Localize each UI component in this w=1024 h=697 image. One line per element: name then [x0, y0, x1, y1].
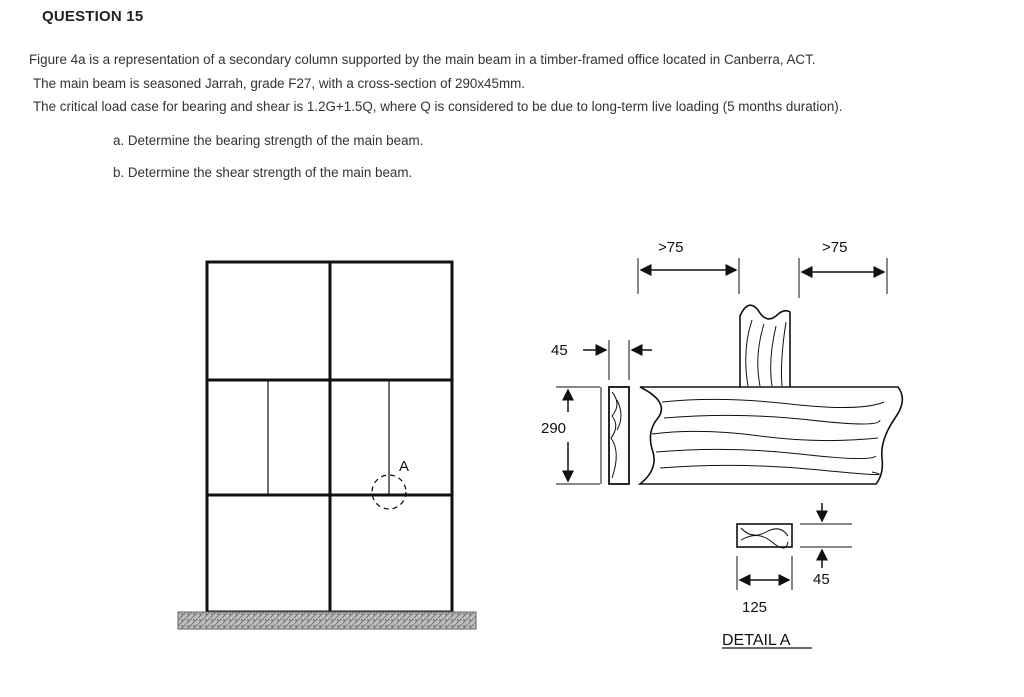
load-case-paragraph: The critical load case for bearing and shear is 1.2G+1.5Q, where Q is considered to be due to long-term live loading (5 months duration). [33, 99, 843, 114]
beam-spec-paragraph: The main beam is seasoned Jarrah, grade F27, with a cross-section of 290x45mm. [33, 76, 525, 91]
beam-depth-dim: 290 [541, 420, 567, 437]
intro-paragraph: Figure 4a is a representation of a secondary column supported by the main beam in a timber-framed office located in Canberra, ACT. [29, 52, 816, 67]
column-depth-dim: 45 [813, 571, 830, 588]
beam-width-dim: 45 [551, 342, 568, 359]
bearing-left-dim: >75 [658, 239, 684, 256]
beam-end-section [609, 387, 629, 484]
secondary-column-elevation [740, 305, 790, 387]
detail-a-title: DETAIL A [722, 632, 791, 649]
bearing-right-dim: >75 [822, 239, 848, 256]
question-title: QUESTION 15 [42, 8, 144, 25]
column-width-dim: 125 [742, 599, 768, 616]
column-cross-section [737, 524, 792, 548]
part-a: a. Determine the bearing strength of the main beam. [113, 133, 424, 148]
detail-a-marker-label: A [399, 458, 410, 475]
part-b: b. Determine the shear strength of the main beam. [113, 165, 413, 180]
main-beam-elevation [640, 387, 902, 484]
ground-hatch [178, 612, 476, 629]
timber-frame [207, 262, 452, 612]
